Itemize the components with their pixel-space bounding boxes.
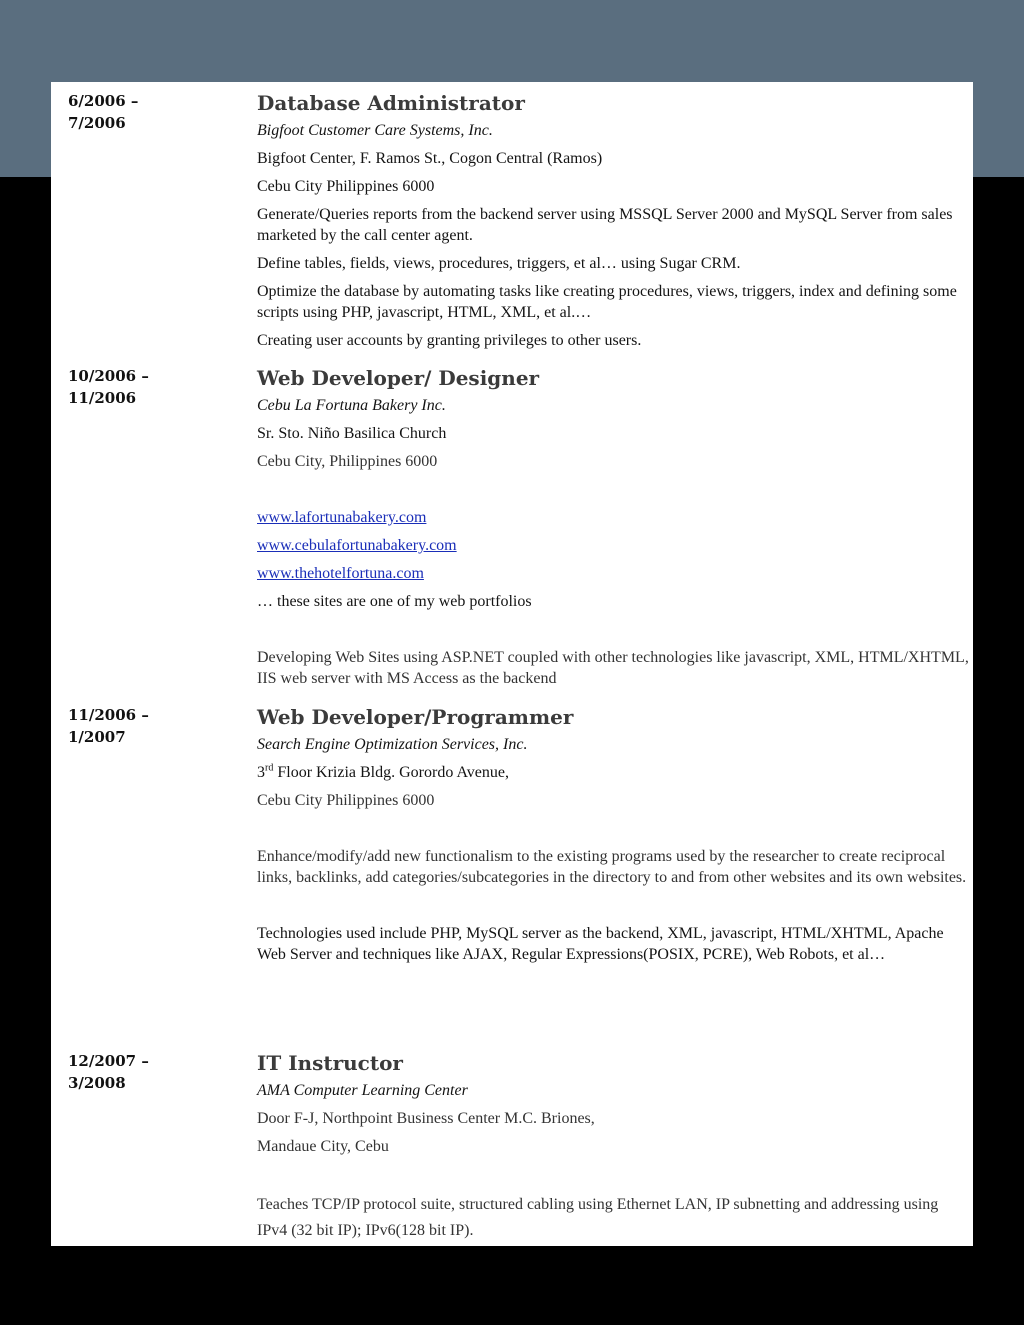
date-end: 3/2008 [68,1074,126,1092]
company-name: Bigfoot Customer Care Systems, Inc. [257,122,493,139]
entry-content [257,365,969,696]
entry-date [68,90,188,134]
portfolio-link-item [257,563,969,584]
job-title: Web Developer/Programmer [257,705,574,729]
entry-date [68,365,188,409]
entry-content [257,90,969,358]
entry-date [68,704,188,748]
portfolio-link[interactable]: www.thehotelfortuna.com [257,565,424,582]
portfolio-link[interactable]: www.lafortunabakery.com [257,509,427,526]
address-line-2: Cebu City Philippines 6000 [257,178,435,195]
job-title: Database Administrator [257,91,525,115]
job-description: Enhance/modify/add new functionalism to the existing programs used by the researcher to create reciprocal links, backlinks, add categories/subcategories in the directory to and from other websites and its own websites. [257,848,967,886]
address-line-2: Cebu City, Philippines 6000 [257,453,438,470]
address-rest: Floor Krizia Bldg. Gorordo Avenue, [273,764,510,781]
job-title: Web Developer/ Designer [257,366,540,390]
entry-date [68,1050,188,1094]
date-end: 7/2006 [68,114,126,132]
date-end: 11/2006 [68,389,137,407]
address-line-1 [257,762,969,783]
resume-page [51,82,973,1246]
portfolio-link-item [257,507,969,528]
duty-item: Creating user accounts by granting privileges to other users. [257,332,642,349]
portfolio-link-item [257,535,969,556]
technologies-description: Technologies used include PHP, MySQL server as the backend, XML, javascript, HTML/XHTML, Apache Web Server and techniques like AJAX, Regular Expressions(POSIX, PCRE), Web Robots, et al… [257,925,944,963]
address-line-1: Sr. Sto. Niño Basilica Church [257,425,447,442]
date-start: 6/2006 – [68,92,139,110]
duty-item: Generate/Queries reports from the backend server using MSSQL Server 2000 and MySQL Server from sales marketed by the call center agent. [257,206,953,244]
company-name: AMA Computer Learning Center [257,1082,468,1099]
address-line-1: Door F-J, Northpoint Business Center M.C. Briones, [257,1110,595,1127]
entry-content [257,1050,969,1251]
duty-item: Define tables, fields, views, procedures, triggers, et al… using Sugar CRM. [257,255,741,272]
job-title: IT Instructor [257,1051,403,1075]
portfolio-link[interactable]: www.cebulafortunabakery.com [257,537,457,554]
floor-suffix: rd [265,762,274,774]
floor-number: 3 [257,764,265,781]
job-description: Teaches TCP/IP protocol suite, structured cabling using Ethernet LAN, IP subnetting and addressing using IPv4 (32 bit IP); IPv6(128 bit IP). [257,1196,939,1239]
job-description: Developing Web Sites using ASP.NET coupled with other technologies like javascript, XML, HTML/XHTML, IIS web server with MS Access as the backend [257,649,969,687]
address-line-2: Mandaue City, Cebu [257,1138,389,1155]
company-name: Search Engine Optimization Services, Inc. [257,736,528,753]
date-end: 1/2007 [68,728,126,746]
portfolio-note: … these sites are one of my web portfolios [257,593,532,610]
company-name: Cebu La Fortuna Bakery Inc. [257,397,446,414]
date-start: 11/2006 – [68,706,149,724]
entry-content [257,704,969,972]
address-line-2: Cebu City Philippines 6000 [257,792,435,809]
date-start: 10/2006 – [68,367,149,385]
address-line-1: Bigfoot Center, F. Ramos St., Cogon Central (Ramos) [257,150,603,167]
date-start: 12/2007 – [68,1052,149,1070]
duty-item: Optimize the database by automating tasks like creating procedures, views, triggers, index and defining some scripts using PHP, javascript, HTML, XML, et al.… [257,283,957,321]
